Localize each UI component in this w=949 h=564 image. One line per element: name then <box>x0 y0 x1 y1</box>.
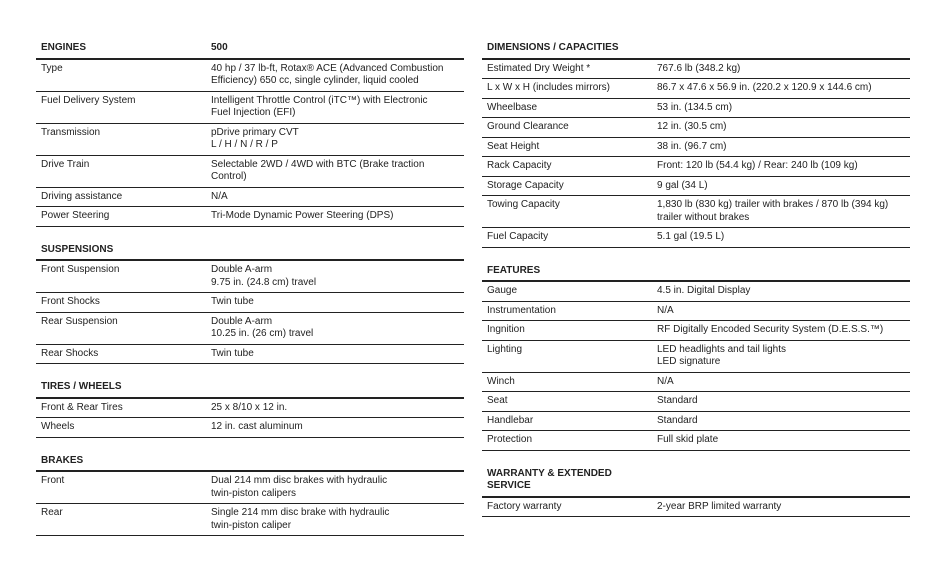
spec-row <box>36 313 464 345</box>
spec-value: 12 in. (30.5 cm) <box>657 121 727 132</box>
spec-value: Tri-Mode Dynamic Power Steering (DPS) <box>211 210 394 221</box>
spec-value: Standard <box>657 395 698 406</box>
spec-row <box>482 196 910 228</box>
spec-label: Front Shocks <box>41 296 100 307</box>
spec-label: Wheelbase <box>487 101 538 113</box>
section-title: WARRANTY & EXTENDED SERVICE <box>487 467 612 491</box>
spec-label: L x W x H (includes mirrors) <box>487 82 610 93</box>
spec-label: Front & Rear Tires <box>41 401 123 413</box>
spec-row <box>482 341 910 373</box>
section-header <box>36 38 464 60</box>
spec-row <box>36 60 464 92</box>
section-dimensions-capacities <box>482 38 910 248</box>
spec-value: Intelligent Throttle Control (iTC™) with Electronic Fuel Injection (EFI) <box>211 94 428 118</box>
spec-label: Power Steering <box>41 210 110 221</box>
left-column <box>36 38 464 549</box>
spec-row <box>36 345 464 365</box>
spec-value: RF Digitally Encoded Security System (D.E.S.S.™) <box>657 324 884 335</box>
spec-value: Single 214 mm disc brake with hydraulic twin-piston caliper <box>211 507 390 531</box>
spec-value: 38 in. (96.7 cm) <box>657 140 727 152</box>
spec-label: Drive Train <box>41 158 90 170</box>
section-tires-wheels <box>36 377 464 438</box>
spec-value: Selectable 2WD / 4WD with BTC (Brake traction Control) <box>211 158 425 182</box>
spec-value: Standard <box>657 414 698 426</box>
spec-value: N/A <box>657 375 674 387</box>
spec-label: Ingnition <box>487 324 525 335</box>
spec-row <box>482 412 910 432</box>
section-header <box>482 464 910 498</box>
spec-row <box>36 418 464 438</box>
spec-value: LED headlights and tail lights LED signature <box>657 343 786 367</box>
spec-row <box>482 228 910 248</box>
right-column <box>482 38 910 530</box>
spec-value: pDrive primary CVT L / H / N / R / P <box>211 126 299 150</box>
section-engines <box>36 38 464 227</box>
spec-label: Fuel Delivery System <box>41 94 136 106</box>
section-title: DIMENSIONS / CAPACITIES <box>487 42 619 53</box>
spec-row <box>482 321 910 341</box>
spec-value: Twin tube <box>211 347 254 359</box>
spec-label: Driving assistance <box>41 190 123 202</box>
spec-value: Double A-arm 9.75 in. (24.8 cm) travel <box>211 264 317 288</box>
spec-value: 86.7 x 47.6 x 56.9 in. (220.2 x 120.9 x 144.6 cm) <box>657 82 872 93</box>
spec-value: 4.5 in. Digital Display <box>657 285 751 296</box>
spec-value: Dual 214 mm disc brakes with hydraulic twin-piston calipers <box>211 475 388 499</box>
spec-value: Twin tube <box>211 296 254 307</box>
spec-row <box>482 373 910 393</box>
spec-value: 1,830 lb (830 kg) trailer with brakes / 870 lb (394 kg) trailer without brakes <box>657 199 889 223</box>
spec-value: Double A-arm 10.25 in. (26 cm) travel <box>211 315 314 339</box>
spec-label: Lighting <box>487 343 523 355</box>
spec-label: Rack Capacity <box>487 160 552 171</box>
spec-label: Front Suspension <box>41 264 120 275</box>
spec-label: Front <box>41 475 65 486</box>
spec-label: Transmission <box>41 126 101 138</box>
spec-value: 767.6 lb (348.2 kg) <box>657 62 741 74</box>
spec-label: Rear Shocks <box>41 347 99 359</box>
section-features <box>482 261 910 451</box>
spec-row <box>482 177 910 197</box>
spec-value: 2-year BRP limited warranty <box>657 500 782 512</box>
spec-row <box>36 92 464 124</box>
spec-row <box>36 293 464 313</box>
spec-row <box>482 118 910 138</box>
spec-row <box>482 431 910 451</box>
spec-value: 9 gal (34 L) <box>657 179 708 191</box>
spec-label: Protection <box>487 434 533 445</box>
spec-label: Fuel Capacity <box>487 231 549 242</box>
section-value-header <box>657 468 910 493</box>
spec-row <box>482 498 910 518</box>
spec-row <box>482 302 910 322</box>
spec-label: Rear <box>41 507 63 518</box>
section-header <box>36 240 464 262</box>
section-value-header <box>211 455 464 468</box>
spec-value: 53 in. (134.5 cm) <box>657 101 733 113</box>
spec-row <box>482 392 910 412</box>
spec-label: Ground Clearance <box>487 121 569 132</box>
section-warranty-extended-service <box>482 464 910 518</box>
spec-row <box>36 399 464 419</box>
spec-value: N/A <box>211 190 228 202</box>
spec-label: Gauge <box>487 285 518 296</box>
spec-label: Winch <box>487 375 515 387</box>
section-header <box>482 261 910 283</box>
section-brakes <box>36 451 464 537</box>
section-value-header <box>211 244 464 257</box>
spec-value: 12 in. cast aluminum <box>211 421 303 432</box>
spec-row <box>482 99 910 119</box>
spec-label: Rear Suspension <box>41 315 118 327</box>
spec-label: Factory warranty <box>487 500 562 512</box>
section-title: SUSPENSIONS <box>41 243 114 255</box>
spec-row <box>482 60 910 80</box>
spec-label: Storage Capacity <box>487 179 564 191</box>
spec-row <box>36 207 464 227</box>
section-title: ENGINES <box>41 42 87 53</box>
spec-row <box>36 124 464 156</box>
section-value-header <box>211 381 464 394</box>
section-title: BRAKES <box>41 454 84 466</box>
spec-value: Full skid plate <box>657 434 719 445</box>
spec-value: 5.1 gal (19.5 L) <box>657 231 725 242</box>
spec-row <box>36 472 464 504</box>
spec-label: Type <box>41 62 63 74</box>
spec-value: 25 x 8/10 x 12 in. <box>211 401 288 413</box>
section-header <box>36 377 464 399</box>
section-header <box>36 451 464 473</box>
spec-label: Wheels <box>41 421 75 432</box>
spec-row <box>36 156 464 188</box>
spec-row <box>36 261 464 293</box>
spec-label: Seat Height <box>487 140 540 152</box>
section-value-header: 500 <box>211 42 228 53</box>
spec-label: Handlebar <box>487 414 534 426</box>
section-value-header <box>657 265 910 278</box>
section-title: FEATURES <box>487 264 541 276</box>
spec-row <box>36 504 464 536</box>
spec-row <box>36 188 464 208</box>
spec-label: Instrumentation <box>487 304 556 316</box>
section-header <box>482 38 910 60</box>
section-title: TIRES / WHEELS <box>41 381 122 392</box>
spec-label: Towing Capacity <box>487 199 560 210</box>
spec-value: Front: 120 lb (54.4 kg) / Rear: 240 lb (109 kg) <box>657 160 858 171</box>
section-value-header <box>657 42 910 55</box>
spec-label: Seat <box>487 395 508 406</box>
spec-row <box>482 79 910 99</box>
spec-row <box>482 138 910 158</box>
spec-label: Estimated Dry Weight * <box>487 62 591 74</box>
section-suspensions <box>36 240 464 365</box>
spec-row <box>482 157 910 177</box>
spec-value: N/A <box>657 304 674 316</box>
spec-value: 40 hp / 37 lb-ft, Rotax® ACE (Advanced Combustion Efficiency) 650 cc, single cylinder, liquid cooled <box>211 62 444 86</box>
spec-row <box>482 282 910 302</box>
